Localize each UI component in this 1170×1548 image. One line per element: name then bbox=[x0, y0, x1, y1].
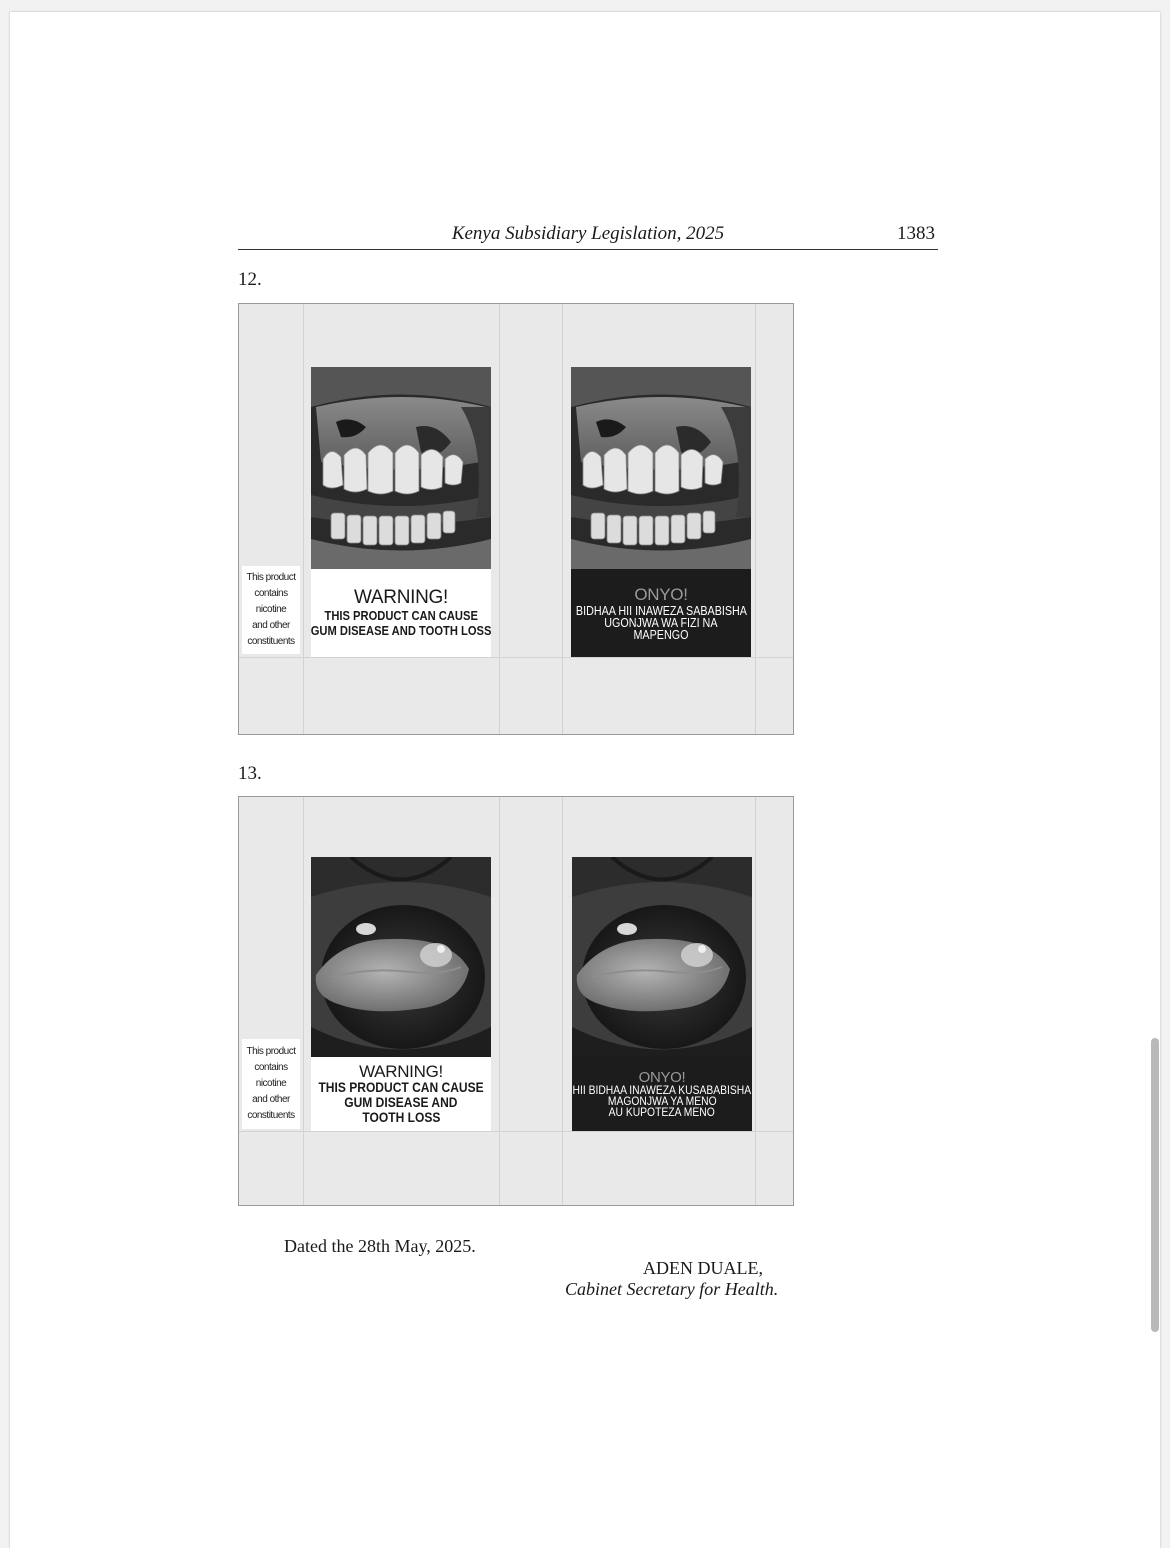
swahili-warning-card bbox=[572, 857, 752, 1131]
warning-line: AU KUPOTEZA MENO bbox=[608, 1105, 716, 1119]
running-title: Kenya Subsidiary Legislation, 2025 bbox=[451, 223, 725, 244]
page-number: 1383 bbox=[897, 223, 935, 244]
warning-line: MAGONJWA YA MENO bbox=[607, 1094, 717, 1108]
warning-line: HII BIDHAA INAWEZA KUSABABISHA bbox=[572, 1083, 752, 1097]
gum-disease-photo-icon bbox=[571, 367, 751, 569]
running-header bbox=[238, 222, 938, 250]
vertical-scrollbar[interactable] bbox=[1151, 1038, 1159, 1332]
item-number-13: 13. bbox=[238, 763, 262, 784]
warning-line: TOOTH LOSS bbox=[361, 1109, 441, 1125]
signatory-title: Cabinet Secretary for Health. bbox=[565, 1279, 779, 1299]
tongue-lesion-photo-icon bbox=[311, 857, 491, 1057]
warning-line: BIDHAA HII INAWEZA SABABISHA bbox=[575, 604, 747, 618]
warning-line: GUM DISEASE AND bbox=[344, 1094, 458, 1110]
nicotine-notice: This product contains nicotine and other constituents bbox=[242, 1039, 300, 1129]
english-warning-caption bbox=[311, 1057, 491, 1131]
swahili-warning-card bbox=[571, 367, 751, 657]
english-warning-caption bbox=[311, 569, 491, 657]
warning-line: MAPENGO bbox=[633, 628, 689, 642]
gum-disease-photo-icon bbox=[311, 367, 491, 569]
english-warning-card bbox=[311, 367, 491, 657]
warning-line: UGONJWA WA FIZI NA bbox=[604, 616, 718, 630]
tongue-lesion-photo-icon bbox=[572, 857, 752, 1057]
item-number-12: 12. bbox=[238, 269, 262, 290]
swahili-warning-caption bbox=[572, 1057, 752, 1131]
dated-line: Dated the 28th May, 2025. bbox=[284, 1236, 476, 1256]
signatory-name: ADEN DUALE, bbox=[643, 1258, 763, 1278]
warning-panel-12 bbox=[238, 303, 794, 735]
warning-heading: WARNING! bbox=[359, 1062, 443, 1081]
nicotine-notice: This product contains nicotine and other constituents bbox=[242, 566, 300, 654]
warning-heading: WARNING! bbox=[353, 587, 448, 608]
swahili-warning-caption bbox=[571, 569, 751, 657]
warning-line: THIS PRODUCT CAN CAUSE bbox=[324, 608, 478, 623]
warning-line: THIS PRODUCT CAN CAUSE bbox=[318, 1079, 484, 1095]
warning-line: GUM DISEASE AND TOOTH LOSS bbox=[311, 623, 491, 638]
warning-heading: ONYO! bbox=[634, 585, 688, 604]
warning-heading: ONYO! bbox=[638, 1069, 686, 1086]
warning-panel-13 bbox=[238, 796, 794, 1206]
english-warning-card bbox=[311, 857, 491, 1131]
